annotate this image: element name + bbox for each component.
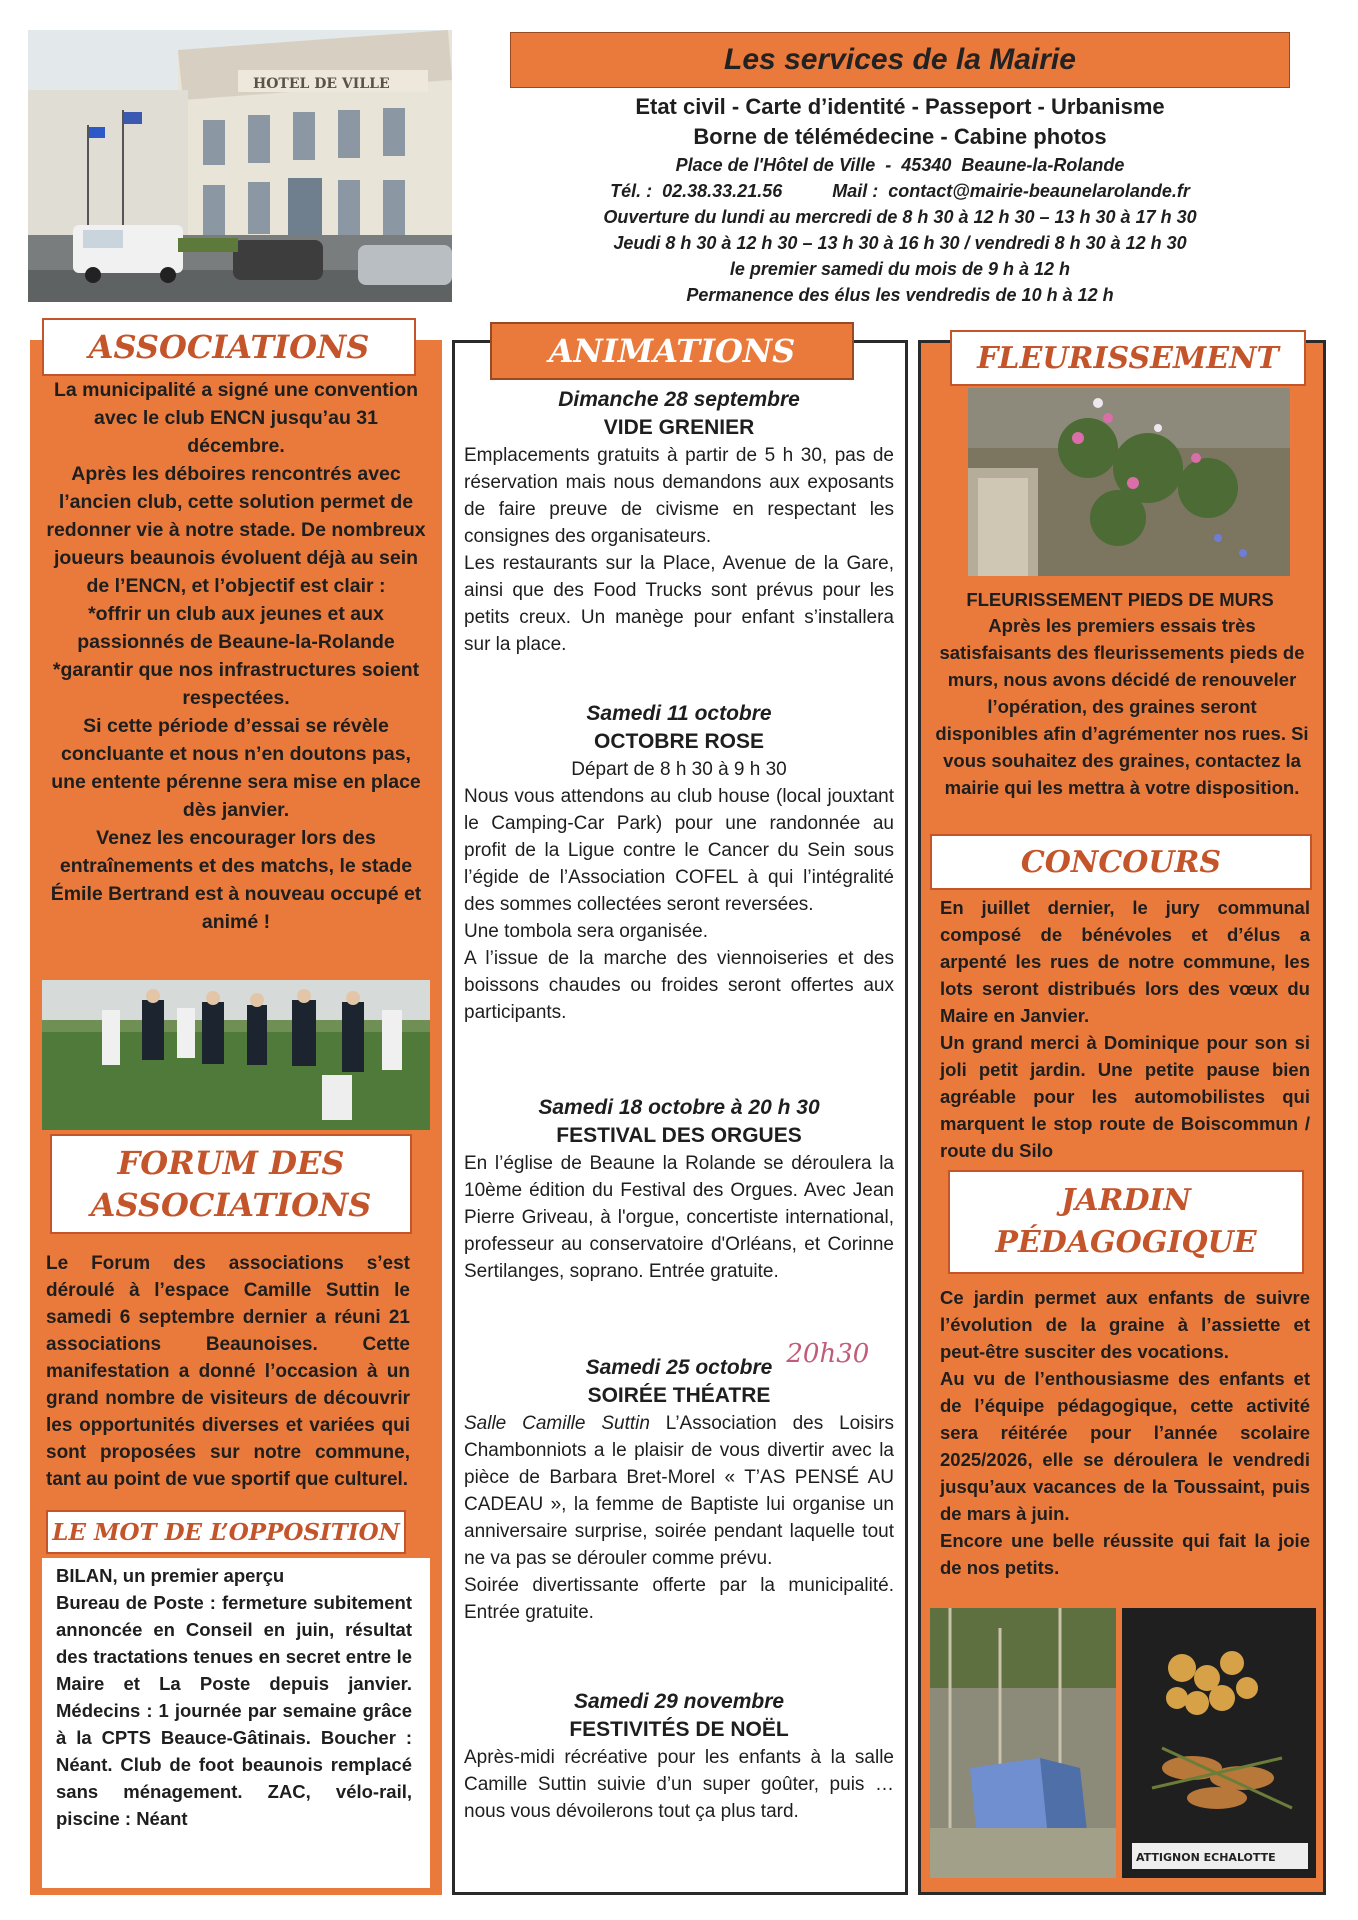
forum-heading-box [50,1134,412,1234]
event-description: Emplacements gratuits à partir de 5 h 30, pas de réservation mais nous demandons aux exposants de faire preuve de civisme en respectant les consignes des organisateurs. Les restaurants sur la Place, Avenue de la Gare, ainsi que des Food Trucks sont prévus pour les petits creux. Un manège pour enfant s’installera sur la place. [464,445,894,655]
opposition-heading-box [46,1510,406,1554]
town-hall-sign: HOTEL DE VILLE [253,76,390,92]
forum-title-line-2: ASSOCIATIONS [90,1186,372,1224]
event-noel [464,1688,894,1825]
forum-text: Le Forum des associations s’est déroulé à l’espace Camille Suttin le samedi 6 septembre dernier a réuni 21 associations Beaunoises. Cette manifestation a donné l’occasion à un grand nombre de visiteurs de découvrir les opportunités diverses et variées qui sont proposées sur notre commune, tant au point de vue sportif que culturel. [46,1253,410,1490]
fleurissement-text: Après les premiers essais très satisfaisants des fleurissements pieds de murs, nous avons décidé de renouveler l’opération, des graines seront disponibles afin d’agrémenter nos rues. Si vous souhaitez des graines, contactez la mairie qui les mettra à votre disposition. [935,615,1309,798]
opposition-text: BILAN, un premier aperçu Bureau de Poste : fermeture subitement annoncée en Conseil en juin, résultat des tractations tenues en secret entre le Maire et La Poste depuis janvier. Médecins : 1 journée par semaine grâce à la CPTS Beauce-Gâtinais. Boucher : Néant. Club de foot beaunois remplacé sans ménagement. ZAC, vélo-rail, piscine : Néant [56,1565,412,1829]
services-line-1: Etat civil - Carte d’identité - Passeport - Urbanisme [635,94,1165,119]
event-description-text: L’Association des Loisirs Chambonniots a le plaisir de vous divertir avec la pièce de Barbara Bret-Morel « T’AS PENSÉ AU CADEAU », la femme de Baptiste lui organise un anniversaire surprise, soirée pendant laquelle tout ne va pas se dérouler comme prévu. Soirée divertissante offerte par la municipalité. Entrée gratuite. [464,1413,894,1623]
event-name: VIDE GRENIER [603,416,755,439]
event-octobre-rose [464,700,894,1026]
football-players-photo [42,980,430,1130]
hours-line-1: Ouverture du lundi au mercredi de 8 h 30 à 12 h 30 – 13 h 30 à 17 h 30 [603,207,1197,227]
hours-line-2: Jeudi 8 h 30 à 12 h 30 – 13 h 30 à 16 h 30 / vendredi 8 h 30 à 12 h 30 [613,233,1187,253]
garden-photo-left [930,1608,1116,1878]
services-line-2: Borne de télémédecine - Cabine photos [693,124,1107,149]
event-date: Samedi 29 novembre [573,1690,785,1713]
jardin-title-line-1: JARDIN [1061,1183,1191,1218]
event-date: Samedi 11 octobre [586,702,772,725]
hours-line-4: Permanence des élus les vendredis de 10 h à 12 h [686,285,1114,305]
jardin-title-line-2: PÉDAGOGIQUE [995,1225,1257,1260]
concours-text: En juillet dernier, le jury communal composé de bénévoles et d’élus a arpenté les rues de notre commune, les lots seront distribués lors des vœux du Maire en Janvier. Un grand merci à Dominique pour son si joli petit jardin. Une petite pause bien agréable pour les automobilistes qui marquent le stop route de Boiscommun / route du Silo [940,897,1310,1161]
associations-title: ASSOCIATIONS [88,328,370,366]
fleurissement-subtitle: FLEURISSEMENT PIEDS DE MURS [966,589,1274,610]
flowers-photo [968,388,1290,576]
event-soiree-theatre [464,1339,894,1626]
garden-photo-right [1122,1608,1316,1878]
concours-title: CONCOURS [1020,844,1222,880]
contact-line: Tél. : 02.38.33.21.56 Mail : contact@mairie-beaunelarolande.fr [610,181,1190,201]
forum-title-line-1: FORUM DES [117,1144,345,1182]
event-date: Dimanche 28 septembre [558,388,800,411]
event-date-row [464,1339,894,1382]
animations-title: ANIMATIONS [548,332,796,370]
jardin-heading-box [948,1170,1304,1274]
event-vide-grenier [464,386,894,658]
event-date: Samedi 18 octobre à 20 h 30 [538,1096,820,1119]
event-date: Samedi 25 octobre [585,1356,773,1379]
event-name: FESTIVITÉS DE NOËL [569,1718,789,1741]
header-title-banner [510,32,1290,88]
event-name: SOIRÉE THÉATRE [587,1384,771,1407]
event-description [464,1410,894,1626]
fleurissement-title: FLEURISSEMENT [977,340,1279,376]
hours-line-3: le premier samedi du mois de 9 h à 12 h [729,259,1071,279]
garden-photo-label: ATTIGNON ECHALOTTE [1136,1851,1276,1864]
animations-heading-box [490,322,854,380]
event-name: FESTIVAL DES ORGUES [556,1124,802,1147]
address-line: Place de l'Hôtel de Ville - 45340 Beaune-la-Rolande [675,155,1125,175]
handwritten-note: 20h30 [786,1339,870,1369]
page-title: Les services de la Mairie [724,43,1076,76]
mairie-info [520,92,1280,308]
associations-text: La municipalité a signé une convention avec le club ENCN jusqu’au 31 décembre. Après les déboires rencontrés avec l’ancien club, cette solution permet de redonner vie à notre stade. De nombreux joueurs beaunois évoluent déjà au sein de l’ENCN, et l’objectif est clair : *offrir un club aux jeunes et aux passionnés de Beaune-la-Rolande *garantir que nos infrastructures soient respectées. Si cette période d’essai se révèle concluante et nous n’en doutons pas, une entente pérenne sera mise en place dès janvier. Venez les encourager lors des entraînements et des matchs, le stade Émile Bertrand est à nouveau occupé et animé ! [46,379,426,933]
event-description: Nous vous attendons au club house (local jouxtant le Camping-Car Park) pour une randonnée au profit de la Ligue contre le Cancer du Sein sous l’égide de l’Association COFEL à qui l’intégralité des sommes collectées seront reversées. Une tombola sera organisée. A l’issue de la marche des viennoiseries et des boissons chaudes ou froides seront offertes aux participants. [464,786,894,1023]
event-subtitle: Départ de 8 h 30 à 9 h 30 [571,759,787,780]
associations-heading-box [42,318,416,376]
event-description: Après-midi récréative pour les enfants à la salle Camille Suttin suivie d’un super goûter, puis … nous vous dévoilerons tout ça plus tard. [464,1747,894,1822]
concours-heading-box [930,834,1312,890]
opposition-title: LE MOT DE L’OPPOSITION [52,1518,400,1546]
event-festival-orgues [464,1094,894,1285]
fleurissement-heading-box [950,330,1306,386]
jardin-text: Ce jardin permet aux enfants de suivre l’évolution de la graine à l’assiette et peut-être susciter des vocations. Au vu de l’enthousiasme des enfants et de l’équipe pédagogique, cette activité sera réitérée pour l’année scolaire 2025/2026, elle se déroulera le vendredi jusqu’aux vacances de la Toussaint, puis de mars à juin. Encore une belle réussite qui fait la joie de nos petits. [940,1287,1310,1578]
event-venue: Salle Camille Suttin [464,1413,650,1434]
town-hall-photo [28,30,452,302]
event-name: OCTOBRE ROSE [594,730,764,753]
event-description: En l’église de Beaune la Rolande se déroulera la 10ème édition du Festival des Orgues. Avec Jean Pierre Griveau, à l'orgue, concertiste international, professeur au conservatoire d'Orléans, et Corinne Sertilanges, soprano. Entrée gratuite. [464,1153,894,1282]
